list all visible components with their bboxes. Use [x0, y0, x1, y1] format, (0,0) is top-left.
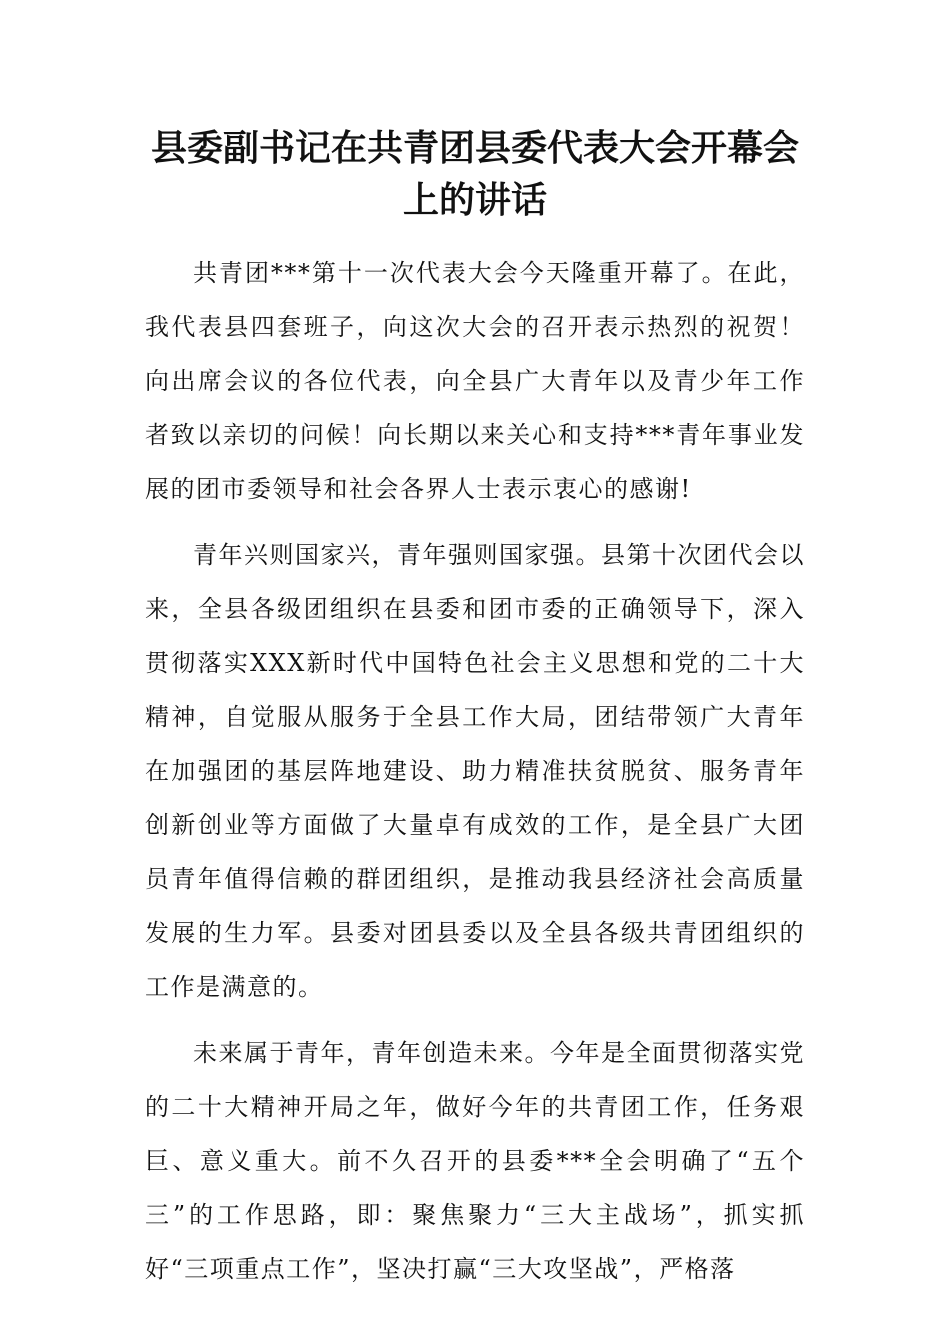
- title-line-1: 县委副书记在共青团县委代表大会开幕会: [150, 127, 799, 169]
- document-body: [145, 246, 805, 1308]
- title-line-2: 上的讲话: [402, 179, 547, 221]
- paragraph-achievements: 青年兴则国家兴，青年强则国家强。县第十次团代会以来，全县各级团组织在县委和团市委的正确领导下，深入贯彻落实XXX新时代中国特色社会主义思想和党的二十大精神，自觉服从服务于全县工作大局，团结带领广大青年在加强团的基层阵地建设、助力精准扶贫脱贫、服务青年创新创业等方面做了大量卓有成效的工作，是全县广大团员青年值得信赖的群团组织，是推动我县经济社会高质量发展的生力军。县委对团县委以及全县各级共青团组织的工作是满意的。: [145, 541, 805, 1001]
- document-title: [130, 122, 820, 226]
- paragraph-future: 未来属于青年，青年创造未来。今年是全面贯彻落实党的二十大精神开局之年，做好今年的共青团工作，任务艰巨、意义重大。前不久召开的县委***全会明确了“五个三”的工作思路，即：聚焦聚力“三大主战场”，抓实抓好“三项重点工作”，坚决打赢“三大攻坚战”，严格落: [145, 1039, 805, 1283]
- paragraph-opening: 共青团***第十一次代表大会今天隆重开幕了。在此，我代表县四套班子，向这次大会的召开表示热烈的祝贺！向出席会议的各位代表，向全县广大青年以及青少年工作者致以亲切的问候！向长期以来关心和支持***青年事业发展的团市委领导和社会各界人士表示衷心的感谢!: [145, 259, 805, 503]
